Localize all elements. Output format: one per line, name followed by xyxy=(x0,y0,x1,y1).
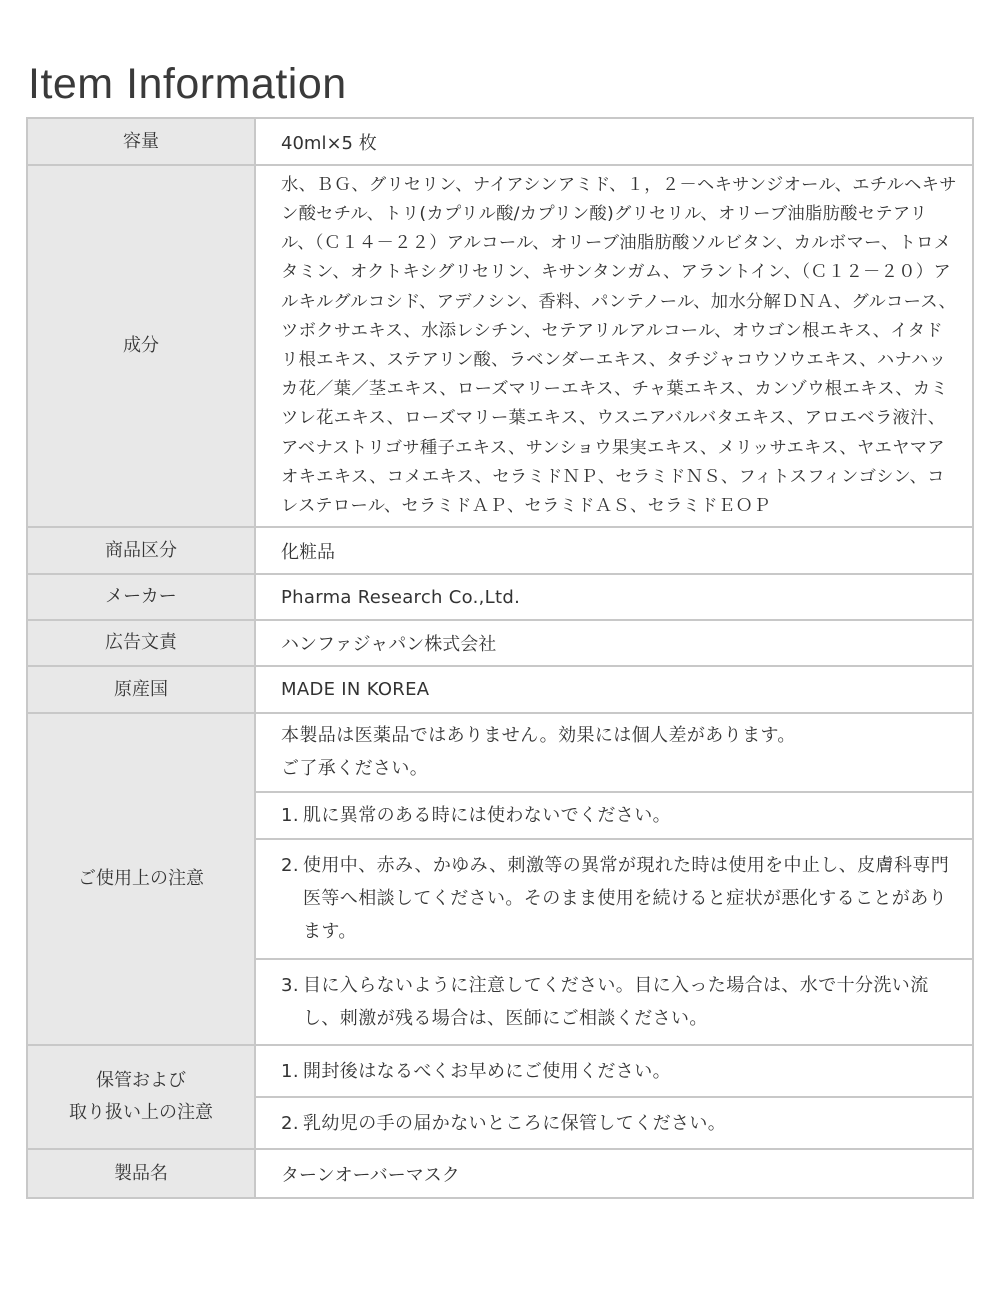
label-category: 商品区分 xyxy=(28,528,256,573)
page-title: Item Information xyxy=(28,60,347,108)
caution-item-3 xyxy=(256,960,972,1044)
label-advertiser: 広告文責 xyxy=(28,621,256,665)
caution-item-text: 使用中、赤み、かゆみ、刺激等の異常が現れた時は使用を中止し、皮膚科専門医等へ相談してください。そのまま使用を続けると症状が悪化することがあります。 xyxy=(303,855,950,943)
caution-item-number: 2. xyxy=(281,855,299,877)
label-storage-line1: 保管および xyxy=(96,1070,186,1091)
label-capacity: 容量 xyxy=(28,119,256,164)
row-advertiser xyxy=(28,621,972,667)
caution-intro-line1: 本製品は医薬品ではありません。効果には個人差があります。 xyxy=(281,725,796,747)
row-storage xyxy=(28,1046,972,1150)
caution-item-text: 目に入らないように注意してください。目に入った場合は、水で十分洗い流し、刺激が残る場合は、医師にご相談ください。 xyxy=(303,974,929,1029)
row-caution xyxy=(28,714,972,1046)
label-maker: メーカー xyxy=(28,575,256,619)
storage-item-number: 1. xyxy=(281,1060,299,1082)
label-storage-line2: 取り扱い上の注意 xyxy=(69,1102,213,1123)
value-capacity: 40ml×5 枚 xyxy=(281,132,377,154)
value-category: 化粧品 xyxy=(281,541,335,563)
row-product-name xyxy=(28,1150,972,1197)
caution-item-number: 3. xyxy=(281,974,299,996)
row-category xyxy=(28,528,972,575)
storage-item-text: 乳幼児の手の届かないところに保管してください。 xyxy=(303,1112,727,1134)
storage-item-1 xyxy=(256,1046,972,1098)
value-advertiser: ハンファジャパン株式会社 xyxy=(281,634,497,655)
value-ingredients: 水、ＢＧ、グリセリン、ナイアシンアミド、１，２－ヘキサンジオール、エチルヘキサン酸セチル、トリ(カプリル酸/カプリン酸)グリセリル、オリーブ油脂肪酸セテアリル、（Ｃ１４－２２）アルコール、オリーブ油脂肪酸ソルビタン、カルボマー、トロメタミン、オクトキシグリセリン、キサンタンガム、アラントイン、（Ｃ１２－２０）アルキルグルコシド、アデノシン、香料、パンテノール、加水分解ＤＮＡ、グルコース、ツボクサエキス、水添レシチン、セテアリルアルコール、オウゴン根エキス、イタドリ根エキス、ステアリン酸、ラベンダーエキス、タチジャコウソウエキス、ハナハッカ花／葉／茎エキス、ローズマリーエキス、チャ葉エキス、カンゾウ根エキス、カミツレ花エキス、ローズマリー葉エキス、ウスニアバルバタエキス、アロエベラ液汁、アベナストリゴサ種子エキス、サンショウ果実エキス、メリッサエキス、ヤエヤマアオキエキス、コメエキス、セラミドＮＰ、セラミドＮＳ、フィトスフィンゴシン、コレステロール、セラミドＡＰ、セラミドＡＳ、セラミドＥＯＰ xyxy=(281,174,957,517)
value-product-name: ターンオーバーマスク xyxy=(281,1164,460,1186)
row-origin xyxy=(28,667,972,714)
label-storage xyxy=(28,1046,256,1148)
caution-item-1 xyxy=(256,793,972,841)
value-maker: Pharma Research Co.,Ltd. xyxy=(281,586,521,608)
caution-item-text: 肌に異常のある時には使わないでください。 xyxy=(303,804,671,826)
label-ingredients: 成分 xyxy=(28,166,256,526)
caution-intro xyxy=(256,714,972,793)
row-capacity xyxy=(28,119,972,166)
row-maker xyxy=(28,575,972,621)
value-origin: MADE IN KOREA xyxy=(281,679,430,700)
label-product-name: 製品名 xyxy=(28,1150,256,1197)
storage-list xyxy=(256,1046,972,1148)
row-ingredients xyxy=(28,166,972,528)
storage-item-2 xyxy=(256,1098,972,1148)
label-origin: 原産国 xyxy=(28,667,256,712)
item-information-table xyxy=(26,117,974,1199)
caution-intro-line2: ご了承ください。 xyxy=(281,758,429,780)
caution-list xyxy=(256,714,972,1044)
label-caution: ご使用上の注意 xyxy=(28,714,256,1044)
storage-item-text: 開封後はなるべくお早めにご使用ください。 xyxy=(303,1060,671,1082)
storage-item-number: 2. xyxy=(281,1112,299,1134)
caution-item-2 xyxy=(256,840,972,959)
caution-item-number: 1. xyxy=(281,804,299,826)
